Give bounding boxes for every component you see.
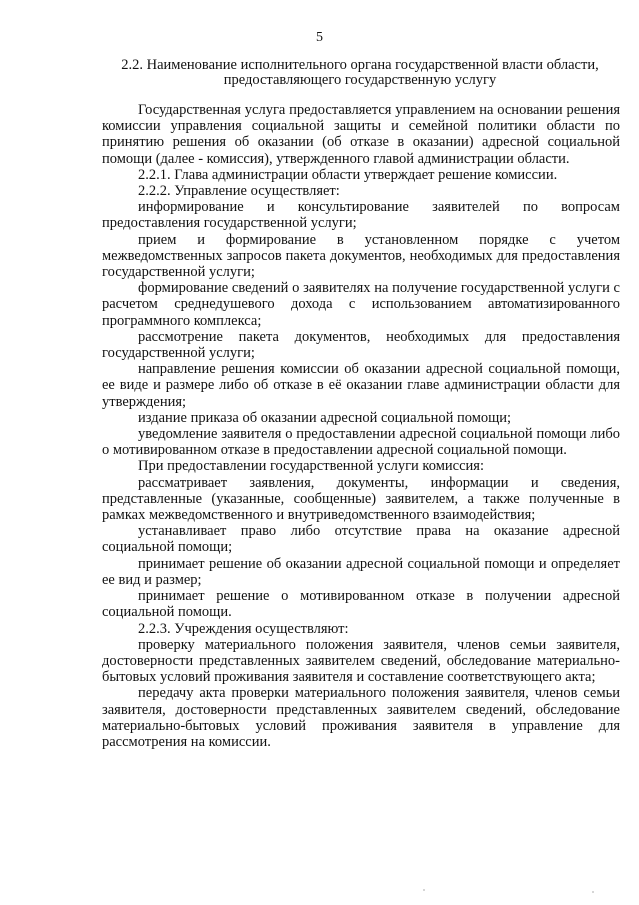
- list-item: проверку материального положения заявителя, членов семьи заявителя, достоверности представленных заявителем сведений, обследование материально-бытовых условий проживания заявителя и составление соответствующего акта;: [102, 636, 620, 686]
- paragraph-commission: При предоставлении государственной услуги комиссия:: [138, 458, 484, 475]
- list-item: информирование и консультирование заявителей по вопросам предоставления государственной услуги;: [102, 199, 620, 232]
- paragraph-2-2-2: 2.2.2. Управление осуществляет:: [138, 183, 340, 200]
- list-item: передачу акта проверки материального положения заявителя, членов семьи заявителя, достоверности представленных заявителем сведений, обследование материально-бытовых условий проживания заявителя в управление для рассмотрения на комиссии.: [102, 685, 620, 750]
- paragraph-service-provider: Государственная услуга предоставляется управлением на основании решения комиссии управления социальной защиты и семейной политики области по принятию решения об оказании (об отказе в оказании) адресной социальной помощи (далее - комиссия), утвержденного главой администрации области.: [102, 102, 620, 167]
- list-item: уведомление заявителя о предоставлении адресной социальной помощи либо о мотивированном отказе в предоставлении адресной социальной помощи.: [102, 426, 620, 459]
- list-item: принимает решение о мотивированном отказе в получении адресной социальной помощи.: [102, 588, 620, 621]
- list-item: рассмотрение пакета документов, необходимых для предоставления государственной услуги;: [102, 328, 620, 362]
- section-heading: 2.2. Наименование исполнительного органа государственной власти области, предоставляющего государственную услугу: [121, 57, 599, 88]
- list-item: принимает решение об оказании адресной социальной помощи и определяет ее вид и размер;: [102, 555, 620, 588]
- list-item: формирование сведений о заявителях на получение государственной услуги с расчетом среднедушевого дохода с использованием автоматизированного программного комплекса;: [102, 280, 620, 329]
- paragraph-2-2-1: 2.2.1. Глава администрации области утверждает решение комиссии.: [138, 166, 558, 183]
- list-item: рассматривает заявления, документы, информации и сведения, представленные (указанные, сообщенные) заявителем, а также полученные в рамках межведомственного и внутриведомственного взаимодействия;: [102, 474, 620, 524]
- paragraph-2-2-3: 2.2.3. Учреждения осуществляют:: [138, 620, 349, 637]
- list-item: устанавливает право либо отсутствие права на оказание адресной социальной помощи;: [102, 523, 620, 556]
- document-body: [102, 102, 620, 750]
- page-number: 5: [316, 30, 323, 45]
- scan-speck: [423, 889, 425, 891]
- list-item: прием и формирование в установленном порядке с учетом межведомственных запросов пакета документов, необходимых для предоставления государственной услуги;: [102, 231, 620, 281]
- list-item: издание приказа об оказании адресной социальной помощи;: [138, 409, 512, 426]
- list-item: направление решения комиссии об оказании адресной социальной помощи, ее виде и размере либо об отказе в её оказании главе администрации области для утверждения;: [102, 361, 620, 410]
- scan-speck: [592, 891, 594, 893]
